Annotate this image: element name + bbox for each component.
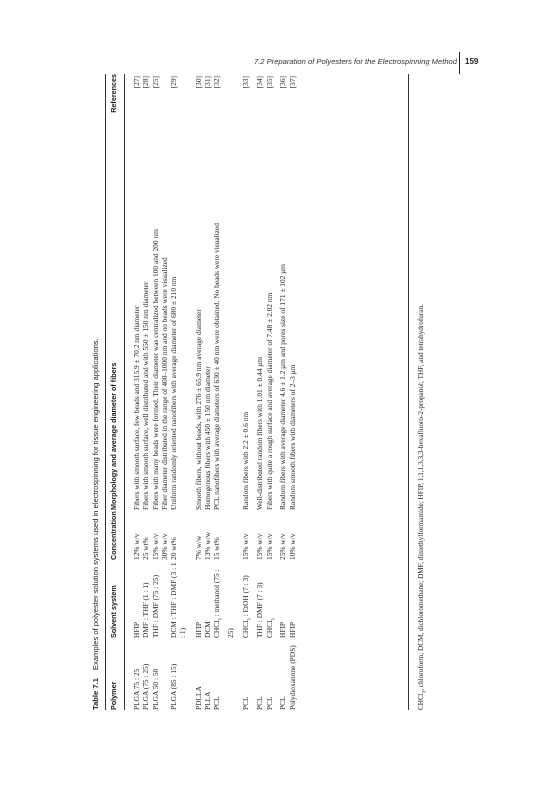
table-row: [160, 74, 169, 710]
cell-solvent: HFIP: [193, 621, 203, 638]
page-number: 159: [465, 57, 479, 66]
table-row: [141, 74, 150, 710]
cell-concentration: 15% w/v: [264, 533, 274, 560]
header-solvent: Solvent system: [109, 585, 118, 638]
cell-polymer: PLGA (85 : 15): [169, 663, 179, 710]
cell-reference: [30]: [193, 76, 203, 89]
cell-polymer: PLGA 50 : 50: [150, 668, 160, 710]
cell-morphology: Fiber diameter distributed in the range of 400–1000 nm and no beads were visualized: [159, 257, 169, 510]
cell-solvent: CHCl$_3$ : methanol (75 : 25): [212, 569, 236, 638]
table-row: [151, 74, 160, 710]
cell-solvent: [160, 560, 169, 638]
table-top-rule: [105, 74, 106, 710]
cell-concentration: 25 wt%: [141, 537, 151, 560]
cell-solvent: DCM: [203, 621, 213, 638]
table-row: [203, 74, 212, 710]
cell-reference: [31]: [203, 76, 213, 89]
header-concentration: Concentration: [109, 511, 118, 560]
cell-morphology: PCL nanofibers with average diameters of 630 ± 40 nm were obtained. No beads were visualized: [212, 222, 222, 510]
running-head-rule: [459, 52, 460, 74]
table-header-row: [108, 74, 122, 710]
cell-morphology: Fibers with many beads were formed. Their diameter was centralized between 100 and 200 nm: [150, 229, 160, 510]
table-caption-text: Examples of polyester solution systems used in electrospinning for tissue engineering applications.: [91, 338, 100, 671]
cell-reference: [32]: [212, 76, 222, 89]
cell-polymer: PDLLA: [193, 686, 203, 710]
cell-solvent: CHCl$_3$ : EtOH (7 : 3): [241, 575, 253, 638]
cell-reference: [35]: [264, 76, 274, 89]
table-caption: [91, 338, 100, 710]
cell-morphology: Fibers with quite a rough surface and average diameter of 7.48 ± 2.02 nm: [264, 292, 274, 510]
table-row: [194, 74, 203, 710]
table-footnote: CHCl$_3$, chloroform; DCM, dichloromethane; DMF, dimethylformamide; HFIP, 1,1,1,3,3,3-hexafluoro-2-propanol; THF, and tetrahydrofuran.: [417, 304, 428, 710]
cell-polymer: PCL: [264, 696, 274, 710]
table-row: [278, 74, 287, 710]
cell-morphology: Random fibers with average diameter 4.6 ± 1.2 μm and pores size of 171 ± 102 μm: [278, 264, 288, 510]
cell-polymer: PLGA (75 : 25): [141, 663, 151, 710]
cell-solvent: DMF : THF (1 : 1): [141, 582, 151, 638]
cell-concentration: 15% w/v: [255, 533, 265, 560]
cell-reference: [160, 74, 169, 116]
cell-solvent: HFIP: [287, 621, 297, 638]
table-row: [132, 74, 141, 710]
cell-concentration: 15% w/v: [150, 533, 160, 560]
cell-reference: [37]: [287, 76, 297, 89]
table-row: [255, 74, 264, 710]
table-header-rule: [124, 74, 125, 710]
cell-reference: [29]: [169, 76, 179, 89]
table-bottom-rule: [408, 74, 409, 710]
cell-concentration: 15% w/v: [241, 533, 251, 560]
cell-morphology: Homogenous fibers with 450 ± 150 nm diameter: [203, 366, 213, 510]
table-row: [212, 74, 235, 710]
cell-morphology: Fibers with smooth surface, well distributed and with 550 ± 150 nm diameter: [141, 281, 151, 510]
cell-polymer: PLGA 75 : 25: [132, 668, 141, 710]
cell-polymer: PCL: [212, 696, 222, 710]
cell-polymer: [160, 638, 169, 710]
cell-morphology: Well-distributed random fibers with 1.01 ± 0.44 μm: [255, 357, 265, 510]
cell-reference: [34]: [255, 76, 265, 89]
cell-solvent: THF : DMF (7 : 3): [255, 582, 265, 638]
cell-concentration: 13% w/w: [203, 531, 213, 560]
cell-concentration: 10% w/v: [287, 533, 297, 560]
cell-morphology: Smooth fibers, without beads, with 276 ± 65.9 nm average diameter: [193, 309, 203, 510]
header-references: References: [109, 74, 118, 113]
cell-polymer: PCL: [255, 696, 265, 710]
cell-concentration: 12% w/v: [132, 533, 141, 560]
table-row: [169, 74, 188, 710]
running-head: 7.2 Preparation of Polyesters for the Electrospinning Method: [253, 57, 457, 66]
cell-concentration: 7% w/w: [193, 535, 203, 560]
cell-solvent: CHCl$_3$: [264, 618, 276, 638]
cell-polymer: PLLA: [203, 691, 213, 710]
cell-polymer: Polydioxanone (PDS): [287, 645, 297, 710]
cell-reference: [33]: [241, 76, 251, 89]
table-row: [288, 74, 297, 710]
cell-concentration: 30% w/v: [159, 533, 169, 560]
cell-solvent: HFIP: [278, 621, 288, 638]
cell-solvent: THF : DMF (75 : 25): [150, 574, 160, 638]
cell-solvent: DCM : THF : DMF (3 : 1 : 1): [169, 562, 188, 638]
cell-solvent: HFIP: [132, 621, 141, 638]
cell-reference: [28]: [141, 76, 151, 89]
cell-morphology: Uniform randomly oriented nanofibers with average diameter of 680 ± 210 nm: [169, 276, 179, 510]
cell-reference: [36]: [278, 76, 288, 89]
cell-concentration: 15 wt%: [212, 537, 222, 560]
table-row: [265, 74, 279, 710]
table-row: [241, 74, 255, 710]
header-morphology: Morphology and average diameter of fibers: [109, 362, 118, 510]
table-body: [132, 74, 297, 710]
cell-morphology: Random smooth fibers with diameters of 2–3 μm: [287, 364, 297, 510]
cell-reference: [27]: [132, 76, 141, 89]
cell-concentration: 20 wt%: [169, 537, 179, 560]
cell-morphology: Random fibers with 2.2 ± 0.6 nm: [241, 411, 251, 510]
header-polymer: Polymer: [109, 681, 118, 710]
cell-reference: [25]: [150, 76, 160, 89]
cell-polymer: PCL: [278, 696, 288, 710]
cell-polymer: PCL: [241, 696, 251, 710]
cell-morphology: Fibers with smooth surface, few beads and 315.9 ± 70.2 nm diameter: [132, 305, 141, 510]
table-label: Table 7.1: [91, 678, 100, 710]
rotated-table-block: [90, 74, 450, 710]
cell-concentration: 25% w/v: [278, 533, 288, 560]
